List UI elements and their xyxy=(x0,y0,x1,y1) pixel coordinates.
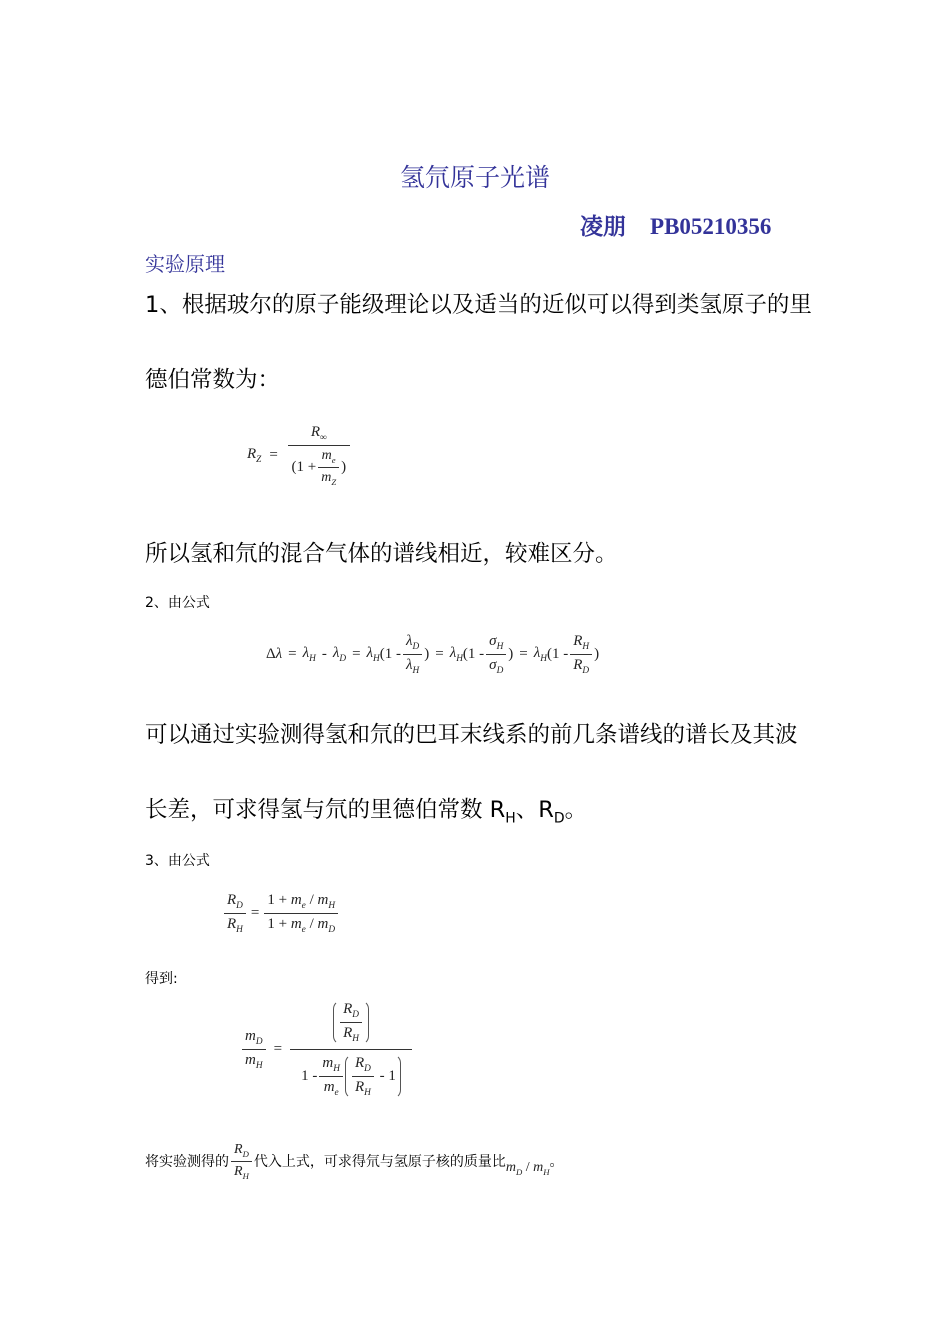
item-2-label: 2、由公式 xyxy=(145,595,210,611)
formula-mass-ratio: $\frac{m_D}{m_H}$ = $\frac{R_D}{R_H}$ 1 - $\frac{m_H}{m_e}$ $\frac{R_D}{R_H}$ - 1 xyxy=(240,1000,414,1099)
formula-rydberg: $R_Z$ = $R_\infty$ (1 + $\frac{m_e}{m_Z}$ ) xyxy=(247,424,352,487)
paragraph-3-line-2 xyxy=(145,792,587,827)
final-sentence xyxy=(145,1142,564,1181)
paragraph-1-line-2: 德伯常数为： xyxy=(145,367,281,393)
inline-ratio-rd-rh: $\frac{R_D}{R_H}$ xyxy=(231,1142,252,1181)
result-label: 得到: xyxy=(145,971,178,987)
author-line xyxy=(580,208,771,241)
item-3-label: 3、由公式 xyxy=(145,853,210,869)
student-id: PB05210356 xyxy=(650,214,772,239)
paragraph-3-end: 。 xyxy=(564,797,588,823)
paragraph-3-line-1: 可以通过实验测得氢和氘的巴耳末线系的前几条谱线的谱长及其波 xyxy=(145,722,798,748)
final-text-end: 。 xyxy=(549,1154,564,1171)
section-heading: 实验原理 xyxy=(145,252,225,276)
final-text-a: 将实验测得的 xyxy=(145,1154,229,1171)
paragraph-3-separator: 、R xyxy=(515,797,554,823)
document-title: 氢氘原子光谱 xyxy=(399,163,550,192)
final-text-b: 代入上式，可求得氘与氢原子核的质量比 xyxy=(253,1154,506,1171)
subscript-d: D xyxy=(553,810,565,827)
paragraph-3-line-2-text: 长差，可求得氢与氘的里德伯常数 R xyxy=(145,797,506,823)
formula-wavelength-difference: Δ λ = $\lambda_H$ - $\lambda_D$ = $\lambda_H$ (1 - $\frac{\lambda_D}{\lambda_H}$ ) = $\lambda_H$ (1 - $\frac{\sigma_H}{\sigma_D}$ ) = $\lambda_H$ (1 - $\frac{R_H}{R_D}$ ) xyxy=(266,633,600,676)
author-name: 凌朋 xyxy=(580,214,626,240)
inline-mass-ratio: $m_D / m_H$ xyxy=(505,1159,550,1177)
paragraph-2: 所以氢和氘的混合气体的谱线相近，较难区分。 xyxy=(145,541,618,567)
subscript-h: H xyxy=(505,810,516,827)
formula-rydberg-ratio: $\frac{R_D}{R_H}$ = $\frac{1 + m_e / m_H}{1 + m_e / m_D}$ xyxy=(222,892,340,935)
paragraph-1-line-1: 1、根据玻尔的原子能级理论以及适当的近似可以得到类氢原子的里 xyxy=(145,292,812,318)
